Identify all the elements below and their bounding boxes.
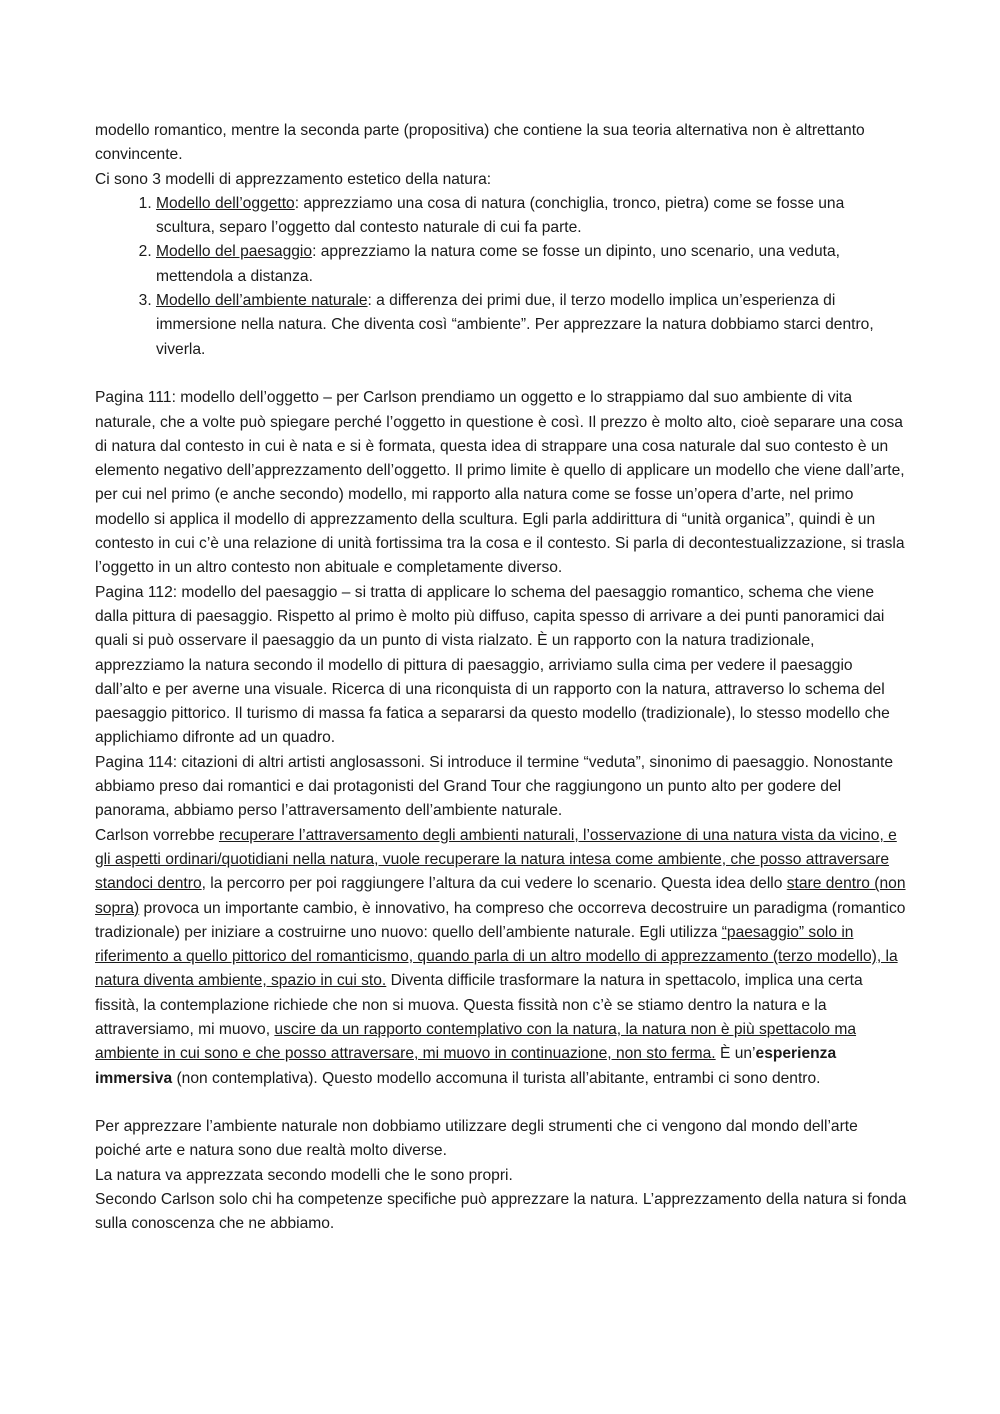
text-run: È un’ <box>715 1045 756 1063</box>
text-run: , la percorro per poi raggiungere l’altura da cui vedere lo scenario. Questa idea dello <box>201 875 787 893</box>
closing-paragraph-3: Secondo Carlson solo chi ha competenze specifiche può apprezzare la natura. L’apprezzamento della natura si fonda sulla conoscenza che ne abbiamo. <box>95 1191 907 1233</box>
model-text: : a differenza dei primi due, il terzo modello implica un’esperienza di immersione nella natura. Che diventa così “ambiente”. Per apprezzare la natura dobbiamo starci dentro, viverla. <box>156 292 874 358</box>
list-item-model-ambiente <box>156 289 907 362</box>
paragraph-pagina-111: Pagina 111: modello dell’oggetto – per Carlson prendiamo un oggetto e lo strappiamo dal suo ambiente di vita naturale, che a volte può spiegare perché l’oggetto in questione è così. Il prezzo è molto alto, cioè separare una cosa di natura dal contesto in cui è nata e si è formata, questa idea di strappare una cosa naturale dal suo contesto è un elemento negativo dell’apprezzamento dell’oggetto. Il primo limite è quello di applicare un modello che viene dall’arte, per cui nel primo (e anche secondo) modello, mi rapporto alla natura come se fosse un’opera d’arte, nel primo modello si applica il modello di apprezzamento della scultura. Egli parla addirittura di “unità organica”, quindi è un contesto in cui c’è una relazione di unità fortissima tra la cosa e il contesto. Si parla di decontestualizzazione, si trasla l’oggetto in un altro contesto non abituale e completamente diverso. <box>95 389 905 577</box>
text-run: (non contemplativa). Questo modello accomuna il turista all’abitante, entrambi ci sono dentro. <box>172 1069 821 1087</box>
document-page <box>95 119 907 1237</box>
models-list <box>95 192 907 362</box>
intro-models-lead: Ci sono 3 modelli di apprezzamento estetico della natura: <box>95 170 492 188</box>
model-text: : apprezziamo una cosa di natura (conchiglia, tronco, pietra) come se fosse una scultura, separo l’oggetto dal contesto naturale di cui fa parte. <box>156 194 845 237</box>
model-title: Modello del paesaggio <box>156 243 313 261</box>
closing-paragraph-2: La natura va apprezzata secondo modelli che le sono propri. <box>95 1166 513 1184</box>
model-text: : apprezziamo la natura come se fosse un dipinto, uno scenario, una veduta, mettendola a distanza. <box>156 243 840 285</box>
model-title: Modello dell’ambiente naturale <box>156 292 368 310</box>
underlined-run: stare dentro (non sopra) <box>95 875 906 917</box>
blank-line <box>95 1091 907 1115</box>
paragraph-pagina-114: Pagina 114: citazioni di altri artisti anglosassoni. Si introduce il termine “veduta”, sinonimo di paesaggio. Nonostante abbiamo preso dai romantici e dai protagonisti del Grand Tour che raggiungono un punto alto per godere del panorama, abbiamo perso l’attraversamento dell’ambiente naturale. <box>95 753 894 820</box>
underlined-run: uscire da un rapporto contemplativo con la natura, la natura non è più spettacolo ma ambiente in cui sono e che posso attraversare, mi muovo in continuazione, non sto ferma. <box>95 1020 857 1063</box>
text-run: Carlson vorrebbe <box>95 826 219 844</box>
blank-line <box>95 362 907 386</box>
list-item-model-oggetto <box>156 192 907 241</box>
intro-paragraph: modello romantico, mentre la seconda parte (propositiva) che contiene la sua teoria alternativa non è altrettanto convincente. <box>95 122 865 164</box>
paragraph-pagina-112: Pagina 112: modello del paesaggio – si tratta di applicare lo schema del paesaggio romantico, schema che viene dalla pittura di paesaggio. Rispetto al primo è molto più diffuso, capita spesso di arrivare a dei punti panoramici dai quali si può osservare il paesaggio da un punto di vista rialzato. È un rapporto con la natura tradizionale, apprezziamo la natura secondo il modello di pittura di paesaggio, arriviamo sulla cima per vedere il paesaggio dall’alto e per averne una visuale. Ricerca di una riconquista di un rapporto con la natura, attraverso lo schema del paesaggio pittorico. Il turismo di massa fa fatica a separarsi da questo modello (tradizionale), lo stesso modello che applichiamo difronte ad un quadro. <box>95 583 890 747</box>
underlined-run: “paesaggio” solo in riferimento a quello pittorico del romanticismo, quando parla di un altro modello di apprezzamento (terzo modello), la natura diventa ambiente, spazio in cui sto. <box>95 923 898 990</box>
text-run: provoca un importante cambio, è innovativo, ha compreso che occorreva decostruire un paradigma (romantico tradizionale) per iniziare a costruirne uno nuovo: quello dell’ambiente naturale. Egli utilizza <box>95 899 906 941</box>
model-title: Modello dell’oggetto <box>156 194 295 212</box>
underlined-run: recuperare l’attraversamento degli ambienti naturali, l’osservazione di una natura vista da vicino, e gli aspetti ordinari/quotidiani nella natura, vuole recuperare la natura intesa come ambiente, che posso attraversare standoci dentro <box>95 826 897 893</box>
closing-paragraph-1: Per apprezzare l’ambiente naturale non dobbiamo utilizzare degli strumenti che ci vengono dal mondo dell’arte poiché arte e natura sono due realtà molto diverse. <box>95 1118 858 1160</box>
text-run: Diventa difficile trasformare la natura in spettacolo, implica una certa fissità, la contemplazione richiede che non si muova. Questa fissità non c’è se stiamo dentro la natura e la attraversiamo, mi muovo, <box>95 972 863 1038</box>
paragraph-carlson <box>95 824 907 1091</box>
list-item-model-paesaggio <box>156 240 907 289</box>
bold-run: esperienza immersiva <box>95 1045 837 1087</box>
